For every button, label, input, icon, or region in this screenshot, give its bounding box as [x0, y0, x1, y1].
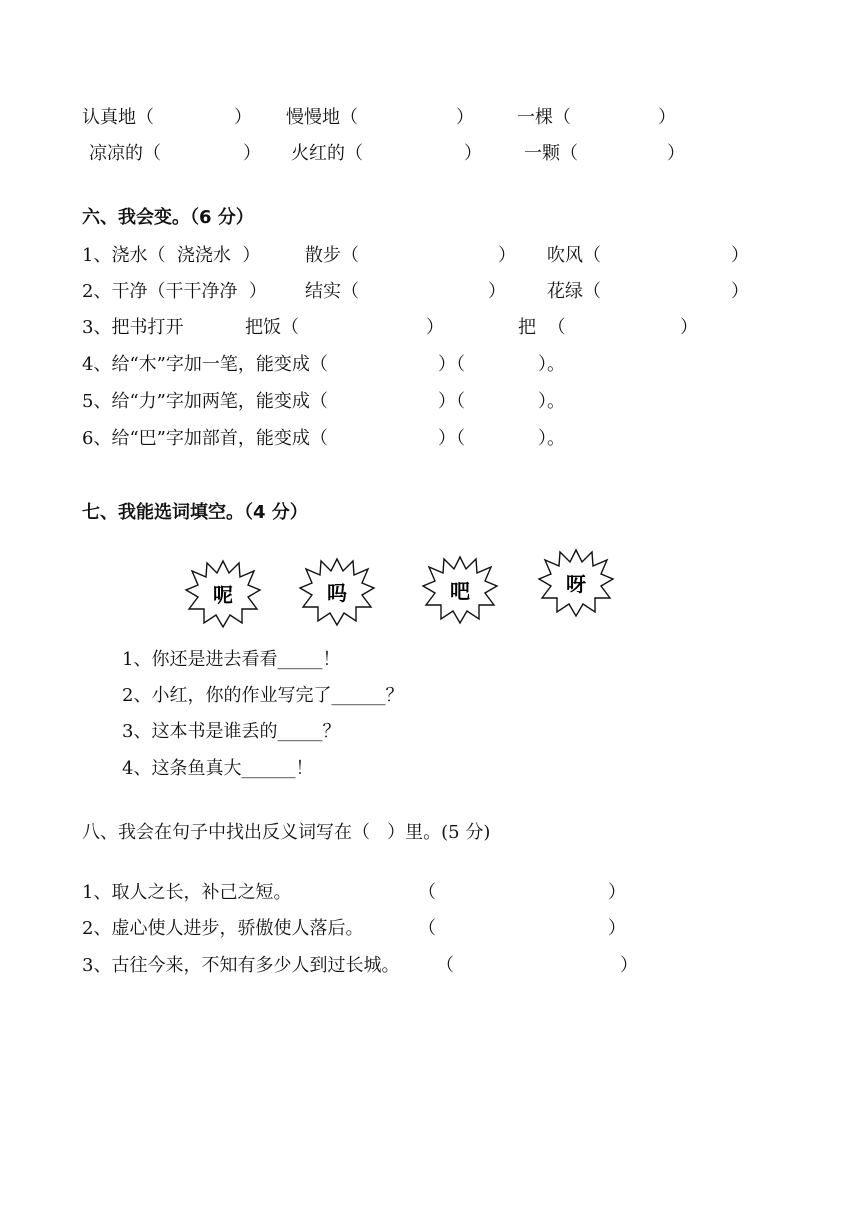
section-6-title: 六、我会变。（6 分） — [82, 207, 254, 228]
s8-item-3: 3、古往今来，不知有多少人到过长城。 — [82, 955, 400, 976]
s8-item-1-open: （ — [418, 882, 436, 903]
s6-r5-c: ）。 — [538, 391, 565, 412]
fill-r1-c3: 一棵（ — [517, 107, 571, 128]
fill-r2-c1: 凉凉的（ — [89, 143, 161, 164]
word-ma: 吗 — [327, 581, 347, 605]
s8-item-1-close: ） — [608, 882, 626, 903]
s8-item-1: 1、取人之长，补己之短。 — [82, 882, 292, 903]
section-7-title: 七、我能选词填空。（4 分） — [82, 502, 308, 523]
s6-r3-a: 3、把书打开 — [82, 317, 184, 338]
word-ba: 吧 — [450, 579, 470, 603]
s7-item-2: 2、小红，你的作业写完了______？ — [122, 685, 404, 706]
section-8-title: 八、我会在句子中找出反义词写在（ ）里。(5 分) — [82, 822, 491, 843]
s6-r2-e: ） — [731, 281, 749, 302]
s6-r3-e: ） — [680, 317, 698, 338]
fill-r1-c3-close: ） — [658, 107, 676, 128]
s8-item-3-close: ） — [620, 955, 638, 976]
starburst-shape — [298, 557, 376, 627]
s6-r2-b: 结实（ — [305, 281, 359, 302]
word-star-ma — [298, 557, 376, 627]
s6-r1-b: 散步（ — [305, 245, 359, 266]
starburst-shape — [184, 559, 262, 629]
s7-item-3: 3、这本书是谁丢的_____？ — [122, 721, 341, 742]
s6-r1-d: 吹风（ — [547, 245, 601, 266]
starburst-shape — [537, 548, 615, 618]
s6-r2-d: 花绿（ — [547, 281, 601, 302]
s6-r1-a: 1、浇水（ 浇浇水 ） — [82, 245, 261, 266]
s8-item-3-open: （ — [436, 955, 454, 976]
word-star-ne — [184, 559, 262, 629]
word-star-ba — [421, 555, 499, 625]
fill-r1-c1: 认真地（ — [82, 107, 154, 128]
s6-r3-b: 把饭（ — [245, 317, 299, 338]
s6-r3-d: 把 （ — [518, 317, 566, 338]
fill-r2-c1-close: ） — [243, 143, 261, 164]
s6-r5-b: ）（ — [438, 391, 465, 412]
s6-r4-b: ）（ — [438, 354, 465, 375]
fill-r2-c3: 一颗（ — [524, 143, 578, 164]
s6-r3-c: ） — [426, 317, 444, 338]
s7-item-4: 4、这条鱼真大______！ — [122, 758, 314, 779]
s6-r2-a: 2、干净（干干净净 ） — [82, 281, 267, 302]
fill-r2-c2-close: ） — [464, 143, 482, 164]
s6-r2-c: ） — [488, 281, 506, 302]
word-star-ya — [537, 548, 615, 618]
s6-r4-c: ）。 — [538, 354, 565, 375]
s7-item-1: 1、你还是进去看看_____！ — [122, 649, 341, 670]
s6-r6-c: ）。 — [538, 428, 565, 449]
word-ya: 呀 — [566, 572, 586, 596]
s6-r6-b: ）（ — [438, 428, 465, 449]
word-ne: 呢 — [213, 583, 233, 607]
s6-r4-a: 4、给“木”字加一笔，能变成（ — [82, 354, 328, 375]
fill-r1-c2: 慢慢地（ — [286, 107, 358, 128]
s8-item-2-open: （ — [418, 918, 436, 939]
fill-r2-c3-close: ） — [667, 143, 685, 164]
s6-r1-c: ） — [498, 245, 516, 266]
fill-r1-c2-close: ） — [456, 107, 474, 128]
s6-r6-a: 6、给“巴”字加部首，能变成（ — [82, 428, 328, 449]
fill-r2-c2: 火红的（ — [291, 143, 363, 164]
s6-r1-e: ） — [731, 245, 749, 266]
starburst-shape — [421, 555, 499, 625]
s8-item-2: 2、虚心使人进步，骄傲使人落后。 — [82, 918, 364, 939]
s6-r5-a: 5、给“力”字加两笔，能变成（ — [82, 391, 328, 412]
s8-item-2-close: ） — [608, 918, 626, 939]
fill-r1-c1-close: ） — [234, 107, 252, 128]
